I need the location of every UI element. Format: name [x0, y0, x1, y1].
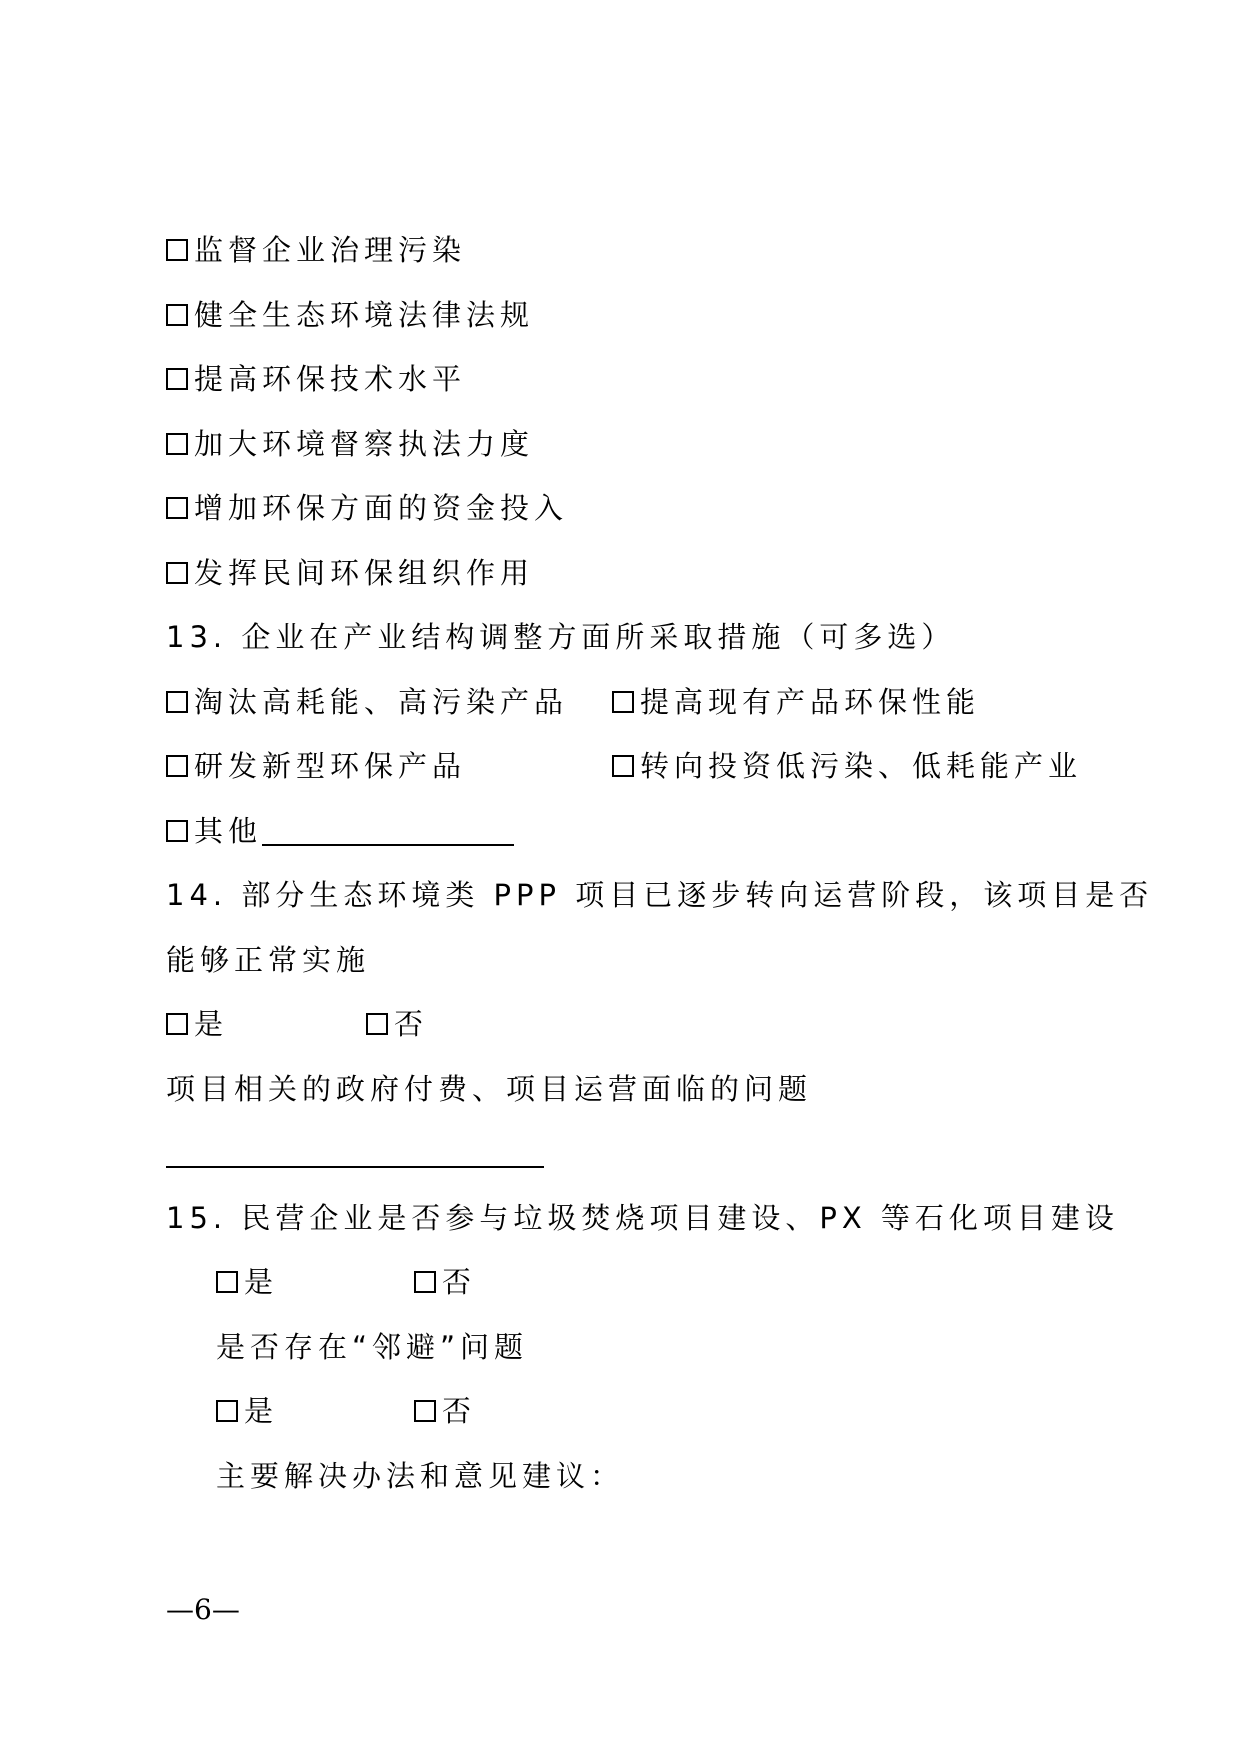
checkbox[interactable] — [414, 1271, 436, 1293]
q12-option-5[interactable] — [166, 488, 568, 528]
q14-question-line2: 能够正常实施 — [166, 943, 371, 977]
checkbox[interactable] — [216, 1271, 238, 1293]
checkbox[interactable] — [166, 820, 188, 842]
q13-question: 13. 企业在产业结构调整方面所采取措施（可多选） — [166, 620, 956, 654]
option-label: 否 — [442, 1265, 477, 1299]
checkbox[interactable] — [414, 1400, 436, 1422]
checkbox[interactable] — [612, 755, 634, 777]
checkbox[interactable] — [166, 755, 188, 777]
q15-no-option[interactable] — [414, 1262, 476, 1302]
q13-option-3[interactable] — [166, 746, 466, 786]
q15-sub-yes-option[interactable] — [216, 1391, 278, 1431]
q13-option-4[interactable] — [612, 746, 1082, 786]
q12-option-1[interactable] — [166, 230, 466, 270]
checkbox[interactable] — [166, 433, 188, 455]
option-label: 提高现有产品环保性能 — [640, 685, 981, 719]
q14-followup-question: 项目相关的政府付费、项目运营面临的问题 — [166, 1072, 813, 1106]
option-label: 研发新型环保产品 — [194, 749, 467, 783]
option-label: 监督企业治理污染 — [194, 233, 467, 267]
option-label: 是 — [194, 1007, 229, 1041]
q15-question: 15. 民营企业是否参与垃圾焚烧项目建设、PX 等石化项目建设 — [166, 1201, 1119, 1235]
option-label: 否 — [394, 1007, 429, 1041]
option-label: 是 — [244, 1394, 279, 1428]
option-label: 增加环保方面的资金投入 — [194, 491, 569, 525]
checkbox[interactable] — [166, 497, 188, 519]
option-label: 否 — [442, 1394, 477, 1428]
option-label: 淘汰高耗能、高污染产品 — [194, 685, 569, 719]
q12-option-4[interactable] — [166, 424, 534, 464]
q15-suggestion-label: 主要解决办法和意见建议： — [216, 1459, 625, 1493]
q13-option-1[interactable] — [166, 682, 568, 722]
option-label: 发挥民间环保组织作用 — [194, 556, 535, 590]
q14-no-option[interactable] — [366, 1004, 428, 1044]
q13-option-other[interactable] — [166, 811, 514, 851]
option-label: 提高环保技术水平 — [194, 362, 467, 396]
checkbox[interactable] — [366, 1013, 388, 1035]
q14-yes-option[interactable] — [166, 1004, 228, 1044]
checkbox[interactable] — [166, 691, 188, 713]
q14-question-line1: 14. 部分生态环境类 PPP 项目已逐步转向运营阶段，该项目是否 — [166, 878, 1154, 912]
checkbox[interactable] — [216, 1400, 238, 1422]
page-number: —6— — [166, 1593, 240, 1626]
checkbox[interactable] — [166, 1013, 188, 1035]
q15-yes-option[interactable] — [216, 1262, 278, 1302]
q15-sub-question: 是否存在“邻避”问题 — [216, 1330, 529, 1364]
q12-option-2[interactable] — [166, 295, 534, 335]
option-label: 其他 — [194, 814, 263, 848]
checkbox[interactable] — [166, 562, 188, 584]
q13-option-2[interactable] — [612, 682, 980, 722]
checkbox[interactable] — [612, 691, 634, 713]
option-label: 是 — [244, 1265, 279, 1299]
checkbox[interactable] — [166, 304, 188, 326]
checkbox[interactable] — [166, 239, 188, 261]
checkbox[interactable] — [166, 368, 188, 390]
answer-fill-in-line[interactable] — [166, 1166, 544, 1168]
option-label: 健全生态环境法律法规 — [194, 298, 535, 332]
q15-sub-no-option[interactable] — [414, 1391, 476, 1431]
q12-option-6[interactable] — [166, 553, 534, 593]
option-label: 转向投资低污染、低耗能产业 — [640, 749, 1083, 783]
q12-option-3[interactable] — [166, 359, 466, 399]
option-label: 加大环境督察执法力度 — [194, 427, 535, 461]
other-fill-in-line[interactable] — [262, 816, 514, 846]
